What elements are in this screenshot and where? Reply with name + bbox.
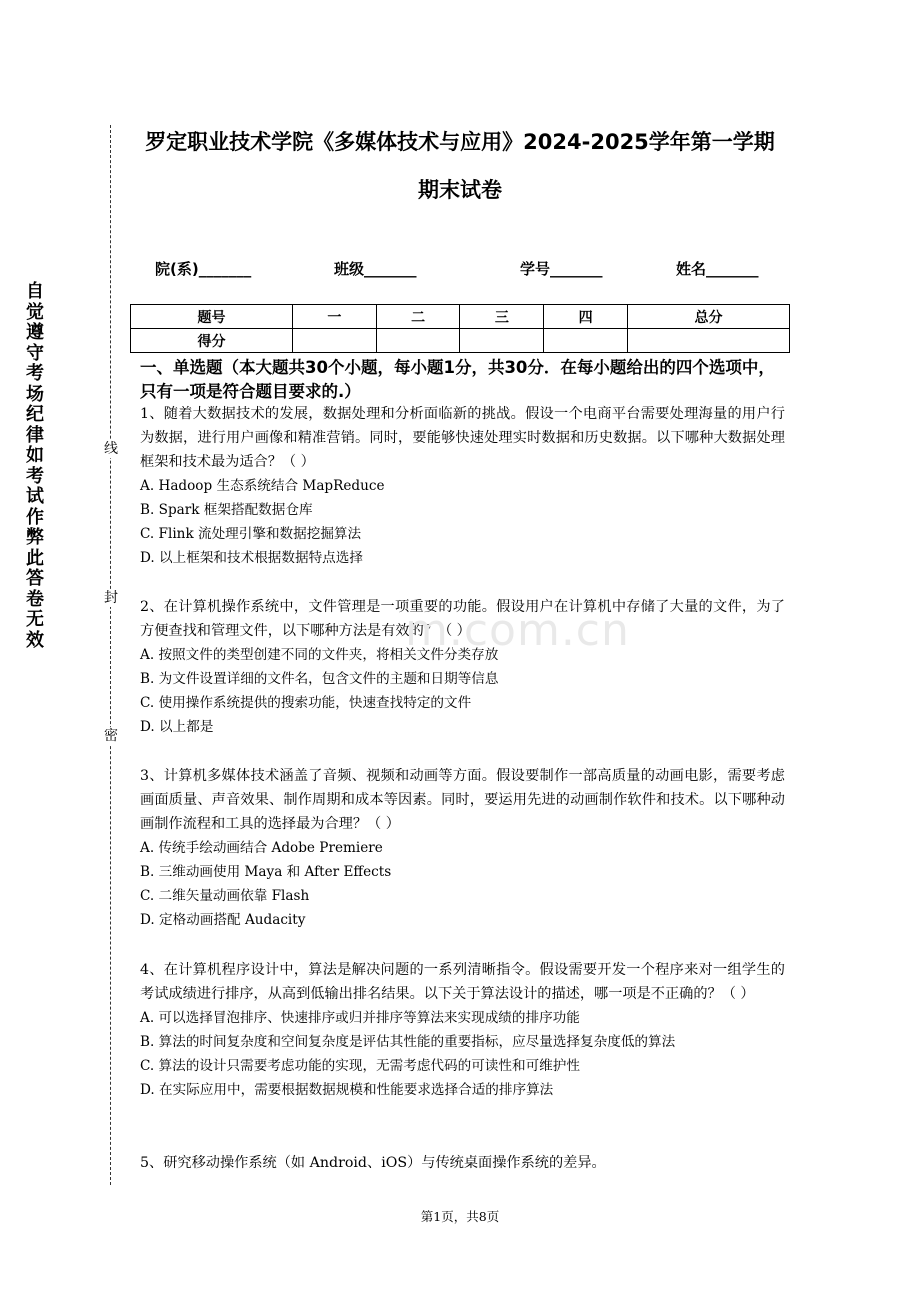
question-option: A. 传统手绘动画结合 Adobe Premiere [140,840,383,856]
question-4 [140,958,785,1102]
seal-char-mi: 密 [104,728,118,744]
score-table-cell: 题号 [131,305,293,329]
score-input-cell [628,329,790,353]
question-option: A. 按照文件的类型创建不同的文件夹，将相关文件分类存放 [140,647,499,663]
watermark: m.com.cn [405,605,630,656]
score-table-cell: 三 [460,305,544,329]
question-option: C. 二维矢量动画依靠 Flash [140,888,310,904]
department-field: 院(系)_______ [155,260,252,278]
student-id-field: 学号_______ [520,260,603,278]
question-option: C. 算法的设计只需要考虑功能的实现，无需考虑代码的可读性和可维护性 [140,1058,580,1074]
score-table-header-row [131,305,790,329]
question-option: B. 三维动画使用 Maya 和 After Effects [140,864,392,880]
question-stem: 5、研究移动操作系统（如 Android、iOS）与传统桌面操作系统的差异。 [140,1155,606,1171]
name-field: 姓名_______ [676,260,759,278]
question-stem: 3、计算机多媒体技术涵盖了音频、视频和动画等方面。假设要制作一部高质量的动画电影，需要考虑画面质量、声音效果、制作周期和成本等因素。同时，要运用先进的动画制作软件和技术。以下哪种动画制作流程和工具的选择最为合理？（ ） [140,768,785,832]
score-input-cell [376,329,460,353]
score-row-label: 得分 [131,329,293,353]
question-option: C. Flink 流处理引擎和数据挖掘算法 [140,526,362,542]
exam-title-line2: 期末试卷 [418,178,502,202]
question-3 [140,764,785,932]
question-option: C. 使用操作系统提供的搜索功能，快速查找特定的文件 [140,695,472,711]
exam-discipline-notice: 自觉遵守考场纪律如考试作弊此答卷无效 [26,281,44,651]
question-option: D. 以上框架和技术根据数据特点选择 [140,550,363,566]
question-option: B. 算法的时间复杂度和空间复杂度是评估其性能的重要指标，应尽量选择复杂度低的算法 [140,1034,676,1050]
question-option: A. Hadoop 生态系统结合 MapReduce [140,478,385,494]
score-table-cell: 一 [292,305,376,329]
score-table-cell: 四 [544,305,628,329]
question-option: D. 以上都是 [140,719,214,735]
score-input-cell [460,329,544,353]
score-input-cell [292,329,376,353]
score-table-score-row [131,329,790,353]
page-number: 第1页，共8页 [420,1209,500,1224]
question-option: D. 定格动画搭配 Audacity [140,912,306,928]
question-stem: 2、在计算机操作系统中，文件管理是一项重要的功能。假设用户在计算机中存储了大量的文件，为了方便查找和管理文件，以下哪种方法是有效的？（ ） [140,599,785,639]
question-2 [140,595,785,739]
question-option: A. 可以选择冒泡排序、快速排序或归并排序等算法来实现成绩的排序功能 [140,1010,580,1026]
seal-char-feng: 封 [104,590,118,606]
score-input-cell [544,329,628,353]
question-option: B. 为文件设置详细的文件名，包含文件的主题和日期等信息 [140,671,499,687]
seal-char-xian: 线 [104,441,118,457]
question-option: B. Spark 框架搭配数据仓库 [140,502,313,518]
question-option: D. 在实际应用中，需要根据数据规模和性能要求选择合适的排序算法 [140,1082,554,1098]
question-stem: 1、随着大数据技术的发展，数据处理和分析面临新的挑战。假设一个电商平台需要处理海量的用户行为数据，进行用户画像和精准营销。同时，要能够快速处理实时数据和历史数据。以下哪种大数据处理框架和技术最为适合？（ ） [140,406,785,470]
section-heading: 一、单选题（本大题共30个小题，每小题1分，共30分．在每小题给出的四个选项中，只有一项是符合题目要求的.） [140,358,775,401]
score-table-cell: 二 [376,305,460,329]
score-table-cell: 总分 [628,305,790,329]
exam-title: 罗定职业技术学院《多媒体技术与应用》2024-2025学年第一学期 [145,130,775,154]
score-table [130,304,790,353]
question-5 [140,1151,785,1175]
question-stem: 4、在计算机程序设计中，算法是解决问题的一系列清晰指令。假设需要开发一个程序来对一组学生的考试成绩进行排序，从高到低输出排名结果。以下关于算法设计的描述，哪一项是不正确的？（ ） [140,962,785,1002]
binding-dashed-line [110,125,111,1185]
class-field: 班级_______ [334,260,417,278]
question-1 [140,402,785,570]
